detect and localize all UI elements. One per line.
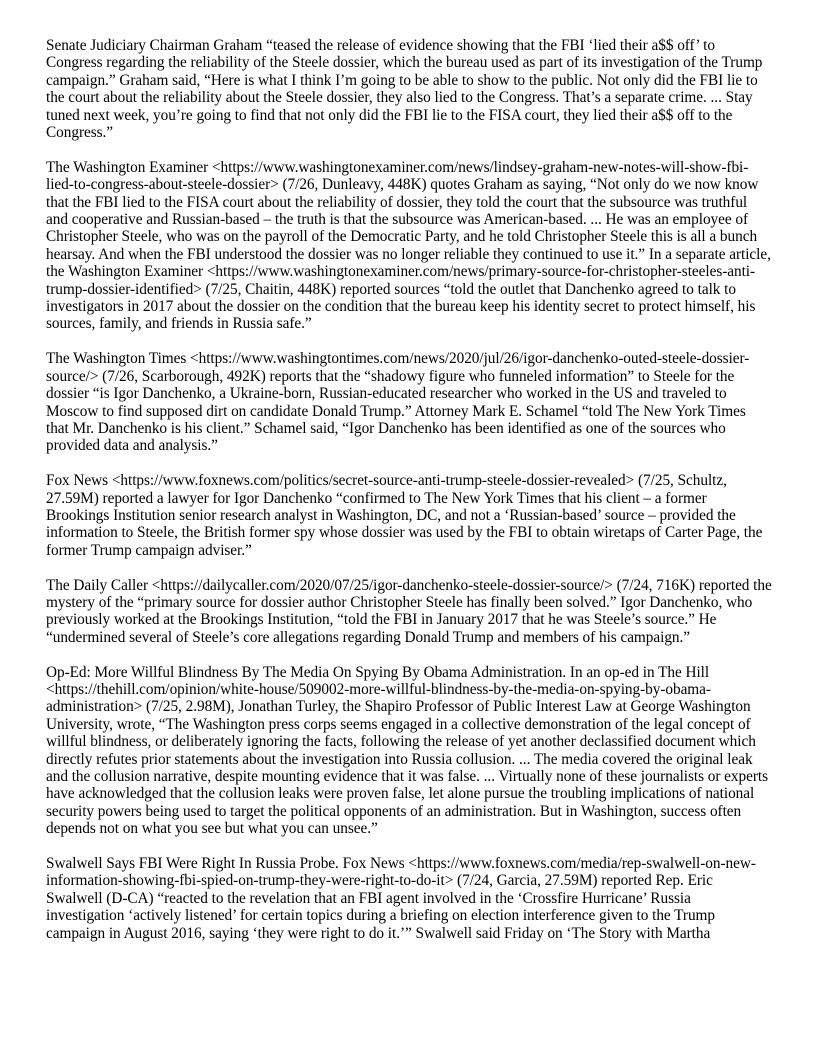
paragraph-washington-examiner: The Washington Examiner <https://www.washingtonexaminer.com/news/lindsey-graham-new-notes-will-show-fbi-lied-to-congress-about-steele-dossier> (7/26, Dunleavy, 448K) quotes Graham as saying, “Not only do we now know that the FBI lied to the FISA court about the reliability of dossier, they told the court that the subsource was truthful and cooperative and Russian-based – the truth is that the subsource was American-based. ... He was an employee of Christopher Steele, who was on the payroll of the Democratic Party, and he told Christopher Steele this is all a bunch hearsay. And when the FBI understood the dossier was no longer reliable they continued to use it.” In a separate article, the Washington Examiner <https://www.washingtonexaminer.com/news/primary-source-for-christopher-steeles-anti-trump-dossier-identified> (7/25, Chaitin, 448K) reported sources “told the outlet that Danchenko agreed to talk to investigators in 2017 about the dossier on the condition that the bureau keep his identity secret to protect himself, his sources, family, and friends in Russia safe.” <box>46 158 771 333</box>
paragraph-op-ed-willful-blindness: Op-Ed: More Willful Blindness By The Media On Spying By Obama Administration. In an op-ed in The Hill <https://thehill.com/opinion/white-house/509002-more-willful-blindness-by-the-media-on-spying-by-obama-administration> (7/25, 2.98M), Jonathan Turley, the Shapiro Professor of Public Interest Law at George Washington University, wrote, “The Washington press corps seems engaged in a collective demonstration of the legal concept of willful blindness, or deliberately ignoring the facts, following the release of yet another declassified document which directly refutes prior statements about the investigation into Russia collusion. ... The media covered the original leak and the collusion narrative, despite mounting evidence that it was false. ... Virtually none of these journalists or experts have acknowledged that the collusion leaks were proven false, let alone pursue the troubling implications of national security powers being used to target the political opponents of an administration. But in Washington, success often depends not on what you see but what you can unsee.” <box>46 663 768 838</box>
paragraph-graham-teases-evidence: Senate Judiciary Chairman Graham “teased the release of evidence showing that the FBI ‘lied their a$$ off’ to Congress regarding the reliability of the Steele dossier, which the bureau used as part of its investigation of the Trump campaign.” Graham said, “Here is what I think I’m going to be able to show to the public. Not only did the FBI lie to the court about the reliability about the Steele dossier, they also lied to the Congress. That’s a separate crime. ... Stay tuned next week, you’re going to find that not only did the FBI lie to the FISA court, they lied their a$$ off to the Congress.” <box>46 37 763 142</box>
paragraph-fox-news-danchenko: Fox News <https://www.foxnews.com/politics/secret-source-anti-trump-steele-dossier-revealed> (7/25, Schultz, 27.59M) reported a lawyer for Igor Danchenko “confirmed to The New York Times that his client – a former Brookings Institution senior research analyst in Washington, DC, and not a ‘Russian-based’ source – provided the information to Steele, the British former spy whose dossier was used by the FBI to obtain wiretaps of Carter Page, the former Trump campaign adviser.” <box>46 472 763 559</box>
paragraph-swalwell-fbi-right: Swalwell Says FBI Were Right In Russia Probe. Fox News <https://www.foxnews.com/media/rep-swalwell-on-new-information-showing-fbi-spied-on-trump-they-were-right-to-do-it> (7/24, Garcia, 27.59M) reported Rep. Eric Swalwell (D-CA) “reacted to the revelation that an FBI agent involved in the ‘Crossfire Hurricane’ Russia investigation ‘actively listened’ for certain topics during a briefing on election interference given to the Trump campaign in August 2016, saying ‘they were right to do it.’” Swalwell said Friday on ‘The Story with Martha <box>46 855 756 942</box>
document-page <box>46 37 772 942</box>
paragraph-washington-times: The Washington Times <https://www.washingtontimes.com/news/2020/jul/26/igor-danchenko-outed-steele-dossier-source/> (7/26, Scarborough, 492K) reports that the “shadowy figure who funneled information” to Steele for the dossier “is Igor Danchenko, a Ukraine-born, Russian-educated researcher who worked in the US and traveled to Moscow to find supposed dirt on candidate Donald Trump.” Attorney Mark E. Schamel “told The New York Times that Mr. Danchenko is his client.” Schamel said, “Igor Danchenko has been identified as one of the sources who provided data and analysis.” <box>46 350 750 455</box>
paragraph-daily-caller: The Daily Caller <https://dailycaller.com/2020/07/25/igor-danchenko-steele-dossier-source/> (7/24, 716K) reported the mystery of the “primary source for dossier author Christopher Steele has finally been solved.” Igor Danchenko, who previously worked at the Brookings Institution, “told the FBI in January 2017 that he was Steele’s source.” He “undermined several of Steele’s core allegations regarding Donald Trump and members of his campaign.” <box>46 576 772 646</box>
